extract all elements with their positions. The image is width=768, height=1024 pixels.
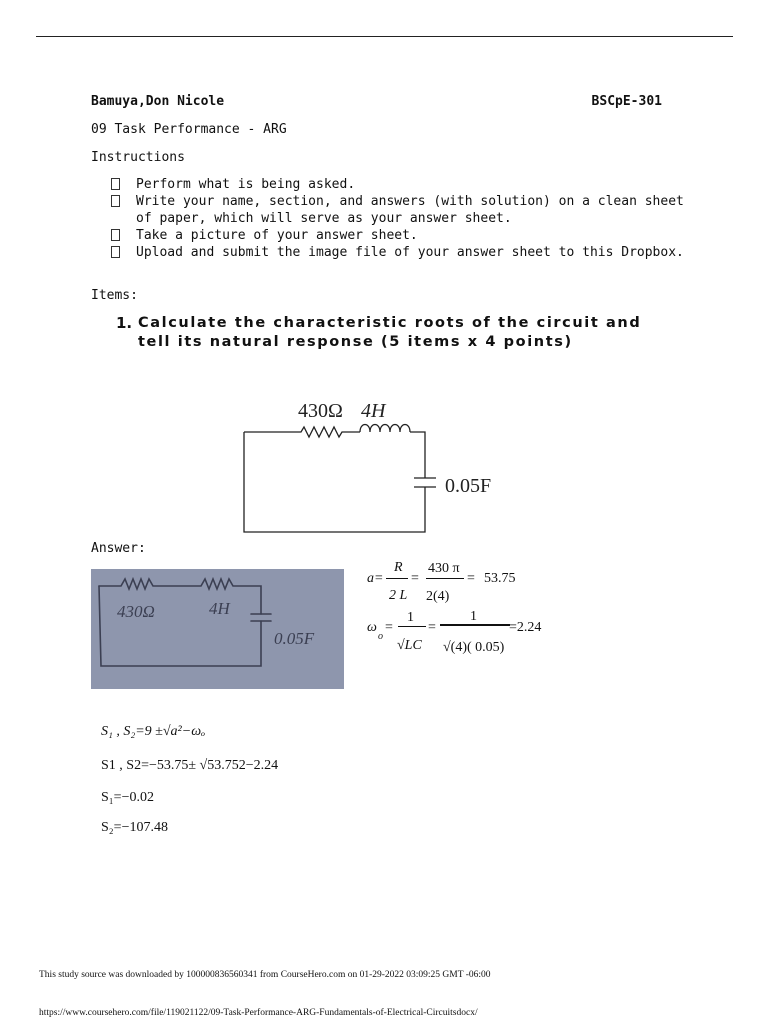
root-s2: S₂=−107.48	[101, 820, 168, 835]
alpha-denominator-2: 2(4)	[426, 589, 450, 604]
download-note: This study source was downloaded by 100000836560341 from CourseHero.com on 01-29-2022 03:09:25 GMT -06:00	[39, 970, 491, 980]
top-rule	[36, 36, 733, 37]
omega-subscript: o	[378, 631, 383, 642]
omega-fraction-bar-2	[440, 624, 510, 626]
bullet-box-icon	[111, 246, 120, 258]
student-section: BSCpE-301	[591, 94, 662, 109]
alpha-equals: =	[411, 571, 419, 586]
alpha-lhs: a=	[367, 571, 384, 586]
alpha-fraction-bar-2	[426, 578, 464, 579]
alpha-equals-2: =	[467, 571, 475, 586]
instruction-text: Upload and submit the image file of your answer sheet to this Dropbox.	[136, 245, 684, 260]
instructions-list	[111, 176, 691, 261]
roots-substituted: S1 , S2=−53.75± √53.752−2.24	[101, 758, 279, 773]
instruction-text: Perform what is being asked.	[136, 177, 356, 192]
alpha-numerator: R	[394, 560, 403, 575]
roots-formula: S₁ , S₂=9 ±√a²−ωₒ	[101, 724, 206, 739]
answer-label: Answer:	[91, 541, 146, 556]
omega-equals: =	[385, 620, 393, 635]
question-text: Calculate the characteristic roots of the circuit and tell its natural response (5 items x 4 points)	[138, 315, 642, 350]
student-name: Bamuya,Don Nicole	[91, 94, 225, 109]
handwritten-circuit-photo	[91, 569, 344, 689]
bullet-box-icon	[111, 229, 120, 241]
bullet-box-icon	[111, 195, 120, 207]
task-title: 09 Task Performance - ARG	[91, 122, 287, 137]
instruction-text: Write your name, section, and answers (with solution) on a clean sheet of paper, which will serve as your answer sheet.	[136, 194, 684, 226]
instructions-heading: Instructions	[91, 150, 185, 165]
omega-lhs: ω	[367, 620, 377, 635]
omega-equals-2: =	[428, 620, 436, 635]
sketch-capacitor-label: 0.05F	[274, 629, 315, 648]
omega-numerator: 1	[407, 610, 414, 625]
root-s1: S₁=−0.02	[101, 790, 154, 805]
omega-numerator-2: 1	[470, 609, 477, 624]
instruction-item	[111, 193, 691, 227]
source-url[interactable]: https://www.coursehero.com/file/119021122/09-Task-Performance-ARG-Fundamentals-of-Electrical-Circuitsdocx/	[39, 1008, 478, 1018]
instruction-text: Take a picture of your answer sheet.	[136, 228, 418, 243]
bullet-box-icon	[111, 178, 120, 190]
sketch-inductor-label: 4H	[209, 599, 230, 618]
instruction-item	[111, 244, 691, 261]
alpha-fraction-bar	[386, 578, 408, 579]
omega-fraction-bar	[398, 626, 426, 627]
omega-result: =2.24	[509, 620, 542, 635]
alpha-denominator: 2 L	[389, 588, 408, 603]
circuit-resistor-label: 430Ω	[298, 400, 343, 422]
omega-denominator: √LC	[397, 638, 422, 653]
items-heading: Items:	[91, 288, 138, 303]
circuit-diagram	[236, 395, 516, 540]
circuit-inductor-label: 4H	[361, 400, 386, 422]
instruction-item	[111, 227, 691, 244]
sketch-resistor-label: 430Ω	[117, 602, 155, 621]
alpha-result: 53.75	[484, 571, 516, 586]
circuit-capacitor-label: 0.05F	[445, 475, 492, 497]
alpha-numerator-2: 430 π	[428, 561, 460, 576]
question-number: 1.	[116, 314, 133, 332]
omega-denominator-2: √(4)( 0.05)	[443, 640, 505, 655]
instruction-item	[111, 176, 691, 193]
